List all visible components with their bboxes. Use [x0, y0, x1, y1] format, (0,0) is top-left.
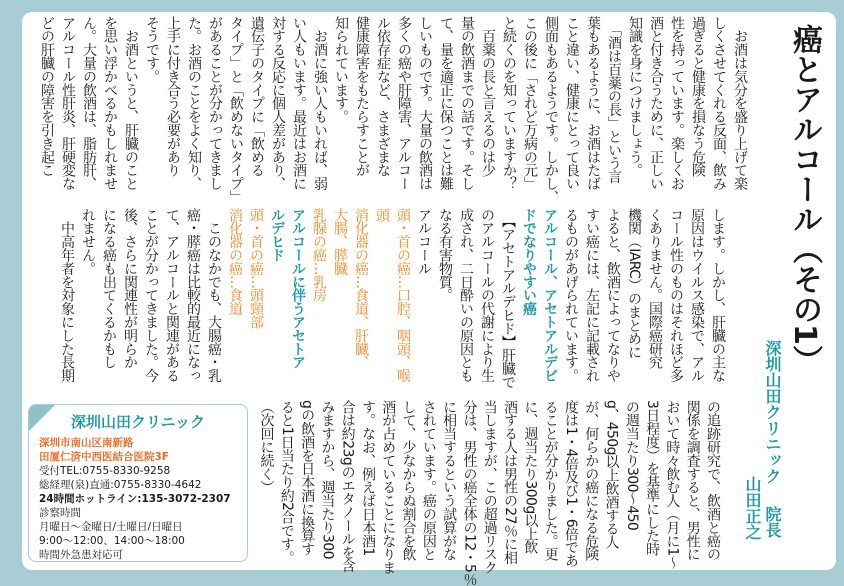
text-line: アルコール性肝炎、肝硬変な — [60, 16, 76, 191]
text-line: お酒というと、肝臓のこと — [123, 16, 139, 191]
cancer-list-line: 消化器の癌…食道 — [227, 208, 243, 316]
text-line: と続くのを知っていますか？ — [501, 16, 517, 191]
text-line: ル依存症など、さまざまな — [375, 16, 391, 177]
text-line: 遺伝子のタイプに「飲める — [249, 16, 265, 177]
text-line: お酒は気分を盛り上げて楽 — [732, 16, 748, 191]
text-line: 3日程度）を基準にした時 — [644, 400, 661, 556]
text-line: す。なお、例えば日本酒1 — [359, 400, 376, 556]
text-line: 「酒は百薬の長」という言 — [606, 16, 622, 184]
text-line: アルコール — [416, 208, 432, 276]
cancer-list-line: 頭 — [374, 208, 390, 222]
cancer-list-line: 頭・首の癌…頭頸部 — [248, 208, 264, 329]
text-line: 関係を調査すると、男性に — [684, 400, 701, 561]
text-line: 酒する人は男性の27％に相 — [502, 400, 519, 565]
text-line: 性を持っています。楽しくお — [669, 16, 685, 191]
text-line: おいて時々飲む人（月に1～ — [664, 400, 681, 570]
text-line: なる有害物質。 — [437, 208, 453, 302]
text-line: を思い浮かべるかもしれませ — [102, 16, 118, 191]
cancer-list-line: 大腸、膵臓 — [332, 208, 348, 276]
text-line: 機関（IARC）のまとめに — [626, 208, 642, 359]
clinic-info-line: 月曜日～金曜日/土曜日/日曜日 — [39, 521, 183, 533]
author-name: 山田正之 — [743, 476, 762, 540]
text-line: 癌・膵癌は比較的最近になっ — [185, 208, 201, 383]
text-line: このなかでも、大腸癌・乳 — [206, 208, 222, 383]
clinic-info-line: 時間外急患対応可 — [39, 549, 123, 561]
text-line: 酒が占めていることになりま — [380, 400, 397, 575]
text-line: 量の飲酒までの話です。そし — [459, 16, 475, 191]
text-line: コール性のものはそれほど多 — [668, 208, 684, 383]
author-clinic: 深圳山田クリニック — [763, 340, 782, 484]
text-line: て、量を適正に保つことは難 — [438, 16, 454, 191]
text-line: に、週当たり300g以上飲 — [522, 400, 539, 554]
text-line: 原因はウイルス感染で、アル — [689, 208, 705, 383]
text-line: 知られています。 — [333, 16, 349, 124]
text-line: 百薬の長と言えるのは少 — [480, 16, 496, 177]
text-line: 当しますが、この超過リスク — [481, 400, 498, 575]
text-line: 健康障害をもたらすことが — [354, 16, 370, 177]
cancer-list-line: 乳腺の癌…乳房 — [311, 208, 327, 302]
clinic-info-line: 深圳市南山区南新路 — [39, 437, 134, 449]
clinic-info-line: 受付TEL:0755-8330-9258 — [39, 465, 171, 477]
top-tier-text — [36, 16, 750, 204]
text-line: 分は、男性の癌全体の12・5％ — [461, 400, 478, 586]
text-line: くありません。国際癌研究 — [647, 208, 663, 369]
text-line: 側面もあるようです。しかし、 — [543, 16, 559, 204]
text-line: ん。大量の飲酒は、脂肪肝、 — [81, 16, 97, 191]
text-line: が、何らかの癌になる危険 — [583, 400, 600, 561]
corner-decoration — [29, 405, 55, 431]
text-line: すい癌には、左記に記載され — [584, 208, 600, 383]
text-line: g、450g以上飲酒する人 — [603, 400, 620, 549]
clinic-info-box — [28, 404, 248, 562]
text-line: そうです。 — [144, 16, 160, 84]
text-line: 度は1・4倍及び1・6倍であ — [562, 400, 579, 568]
text-line: ることが分かりました。更 — [542, 400, 559, 561]
text-line: どの肝臓の障害を引き起こ — [39, 16, 55, 177]
text-line: て、アルコールと関連がある — [164, 208, 180, 383]
text-line: ると1日当たり約2合です。 — [278, 400, 295, 565]
text-line: 成され、二日酔いの原因とも — [458, 208, 474, 383]
clinic-info-line: 診察時間 — [39, 507, 81, 519]
text-line: 知識を身につけましょう。 — [627, 16, 643, 177]
text-line: るものがあげられています。 — [563, 208, 579, 383]
text-line: こと違い、健康にとって良い — [564, 16, 580, 191]
text-line: 【アセトアルデヒド】肝臓で — [500, 208, 516, 389]
cancer-list-line: 頭・首の癌…口腔、咽頭、喉 — [395, 208, 411, 383]
author-name-column — [742, 340, 762, 540]
text-line: 多くの癌や肝障害、アルコー — [396, 16, 412, 191]
text-line: に相当するという試算がな — [441, 400, 458, 561]
section-heading-line: アルコール、アセトアルデビ — [542, 208, 558, 383]
bottom-tier-text — [256, 400, 723, 586]
text-line: ことが分かってきました。今 — [143, 208, 159, 383]
text-line: 後、さらに関連性が明らか — [122, 208, 138, 369]
text-line: た。お酒のことをよく知り、 — [186, 16, 202, 191]
text-line: しくさせてくれる反面、飲み — [711, 16, 727, 191]
section-heading-line: アルコールに伴うアセトア — [290, 208, 306, 369]
text-line: この後に「されど万病の元」 — [522, 16, 538, 191]
section-heading-line: ルデヒド — [269, 208, 285, 262]
text-line: れません。 — [80, 208, 96, 276]
text-line: gの飲酒を日本酒に換算す — [299, 400, 316, 556]
text-line: 合は約23gのエタノールを含 — [339, 400, 356, 573]
author-byline — [742, 340, 782, 540]
text-line: お酒に強い人もいれば、弱 — [312, 16, 328, 191]
text-line: の週当たり300～450 — [623, 400, 640, 531]
text-line: （次回に続く） — [258, 400, 275, 494]
text-line: い人もいます。最近はお酒に — [291, 16, 307, 191]
text-line: になる癌も出てくるかもし — [101, 208, 117, 369]
text-line: の追跡研究で、飲酒と癌の — [705, 400, 721, 561]
clinic-box-title: 深圳山田クリニック — [70, 413, 206, 431]
clinic-info-line: 田厦仁済中西医結合医院3F — [39, 451, 169, 463]
text-line: よると、飲酒によってなりや — [605, 208, 621, 383]
text-line: 中高年者を対象にした長期 — [59, 208, 75, 383]
text-line: タイプ」と「飲めないタイプ」 — [228, 16, 244, 204]
section-heading-line: ドでなりやすい癌 — [521, 208, 537, 316]
article-title: 癌とアルコール（その1） — [787, 24, 822, 375]
text-line: 酒と付き合うために、正しい — [648, 16, 664, 191]
clinic-info-line: 24時間ホットライン:135-3072-2307 — [39, 493, 231, 505]
text-line: されています。癌の原因と — [420, 400, 437, 561]
author-clinic-role-column — [762, 340, 782, 540]
author-role: 院長 — [763, 506, 782, 538]
text-line: 過ぎると健康を損なう危険 — [690, 16, 706, 177]
text-line: 上手に付き合う必要があり — [165, 16, 181, 177]
text-line: して、少なからぬ割合を飲 — [400, 400, 417, 561]
clinic-info-line: 9:00～12:00、14:00～18:00 — [39, 535, 185, 547]
text-line: します。しかし、肝臓の主な — [710, 208, 726, 383]
clinic-info-line: 総経理(泉)直通:0755-8330-4642 — [39, 479, 202, 491]
middle-tier-text — [56, 208, 728, 396]
clinic-details — [29, 436, 247, 562]
cancer-list-line: 消化器の癌…食道、肝臓、 — [353, 208, 369, 369]
text-line: しいものです。大量の飲酒は — [417, 16, 433, 191]
text-line: があることが分かってきまし — [207, 16, 223, 191]
text-line: 対する反応に個人差があり、 — [270, 16, 286, 191]
text-line: 葉もあるように、お酒はたば — [585, 16, 601, 191]
text-line: のアルコールの代謝により生 — [479, 208, 495, 383]
text-line: みますから、週当たり300 — [319, 400, 336, 559]
